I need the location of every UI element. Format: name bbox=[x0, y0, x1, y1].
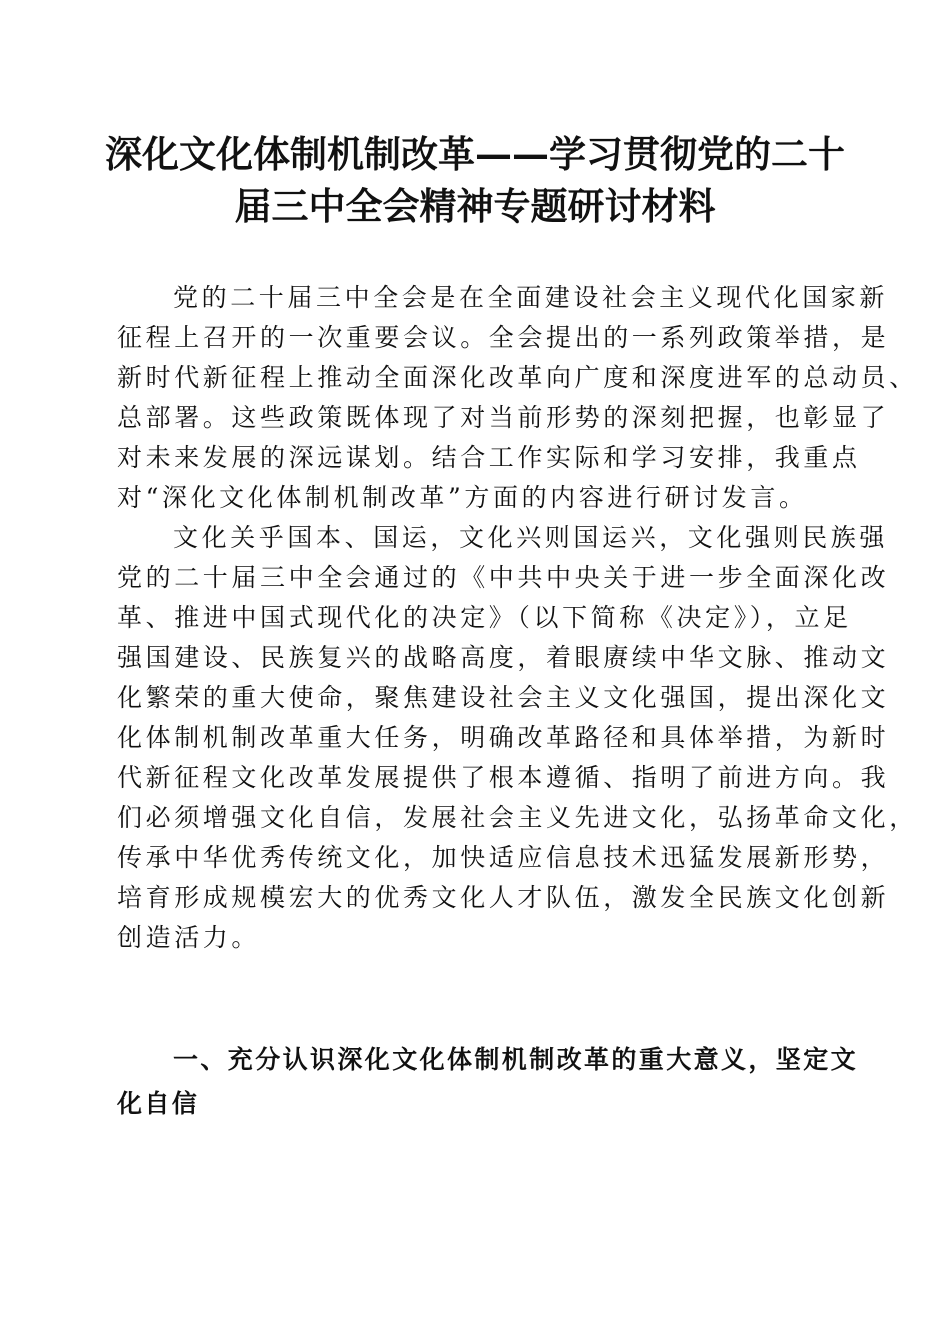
paragraph-line: 传承中华优秀传统文化，加快适应信息技术迅猛发展新形势， bbox=[117, 843, 890, 872]
paragraph-line: 培育形成规模宏大的优秀文化人才队伍，激发全民族文化创新 bbox=[117, 883, 890, 912]
title-line-2: 届三中全会精神专题研讨材料 bbox=[234, 184, 716, 228]
title-line-1: 深化文化体制机制改革——学习贯彻党的二十 bbox=[105, 132, 845, 176]
heading-line: 一、充分认识深化文化体制机制改革的重大意义，坚定文 bbox=[173, 1045, 859, 1074]
paragraph-line: 文化关乎国本、国运，文化兴则国运兴，文化强则民族强 bbox=[173, 523, 889, 552]
paragraph-line: 创造活力。 bbox=[117, 923, 261, 952]
paragraph-line: 化体制机制改革重大任务，明确改革路径和具体举措，为新时 bbox=[117, 723, 890, 752]
paragraph-line: 党的二十届三中全会通过的《中共中央关于进一步全面深化改 bbox=[117, 563, 890, 592]
paragraph-culture bbox=[117, 518, 918, 958]
paragraph-line: 对未来发展的深远谋划。结合工作实际和学习安排，我重点 bbox=[117, 443, 861, 472]
paragraph-line: 们必须增强文化自信，发展社会主义先进文化，弘扬革命文化， bbox=[117, 803, 918, 832]
paragraph-line: 对“深化文化体制机制改革”方面的内容进行研讨发言。 bbox=[117, 483, 808, 512]
document-body bbox=[117, 278, 918, 958]
paragraph-line: 革、推进中国式现代化的决定》（以下简称《决定》），立足 bbox=[117, 603, 852, 632]
paragraph-intro bbox=[117, 278, 918, 518]
paragraph-line: 化繁荣的重大使命，聚焦建设社会主义文化强国，提出深化文 bbox=[117, 683, 890, 712]
paragraph-line: 代新征程文化改革发展提供了根本遵循、指明了前进方向。我 bbox=[117, 763, 890, 792]
heading-line: 化自信 bbox=[117, 1089, 200, 1118]
paragraph-line: 党的二十届三中全会是在全面建设社会主义现代化国家新 bbox=[173, 283, 889, 312]
paragraph-line: 强国建设、民族复兴的战略高度，着眼赓续中华文脉、推动文 bbox=[117, 643, 890, 672]
paragraph-line: 总部署。这些政策既体现了对当前形势的深刻把握，也彰显了 bbox=[117, 403, 890, 432]
document-title bbox=[100, 128, 850, 232]
paragraph-line: 征程上召开的一次重要会议。全会提出的一系列政策举措，是 bbox=[117, 323, 890, 352]
paragraph-line: 新时代新征程上推动全面深化改革向广度和深度进军的总动员、 bbox=[117, 363, 918, 392]
section-heading-1 bbox=[117, 1038, 859, 1126]
